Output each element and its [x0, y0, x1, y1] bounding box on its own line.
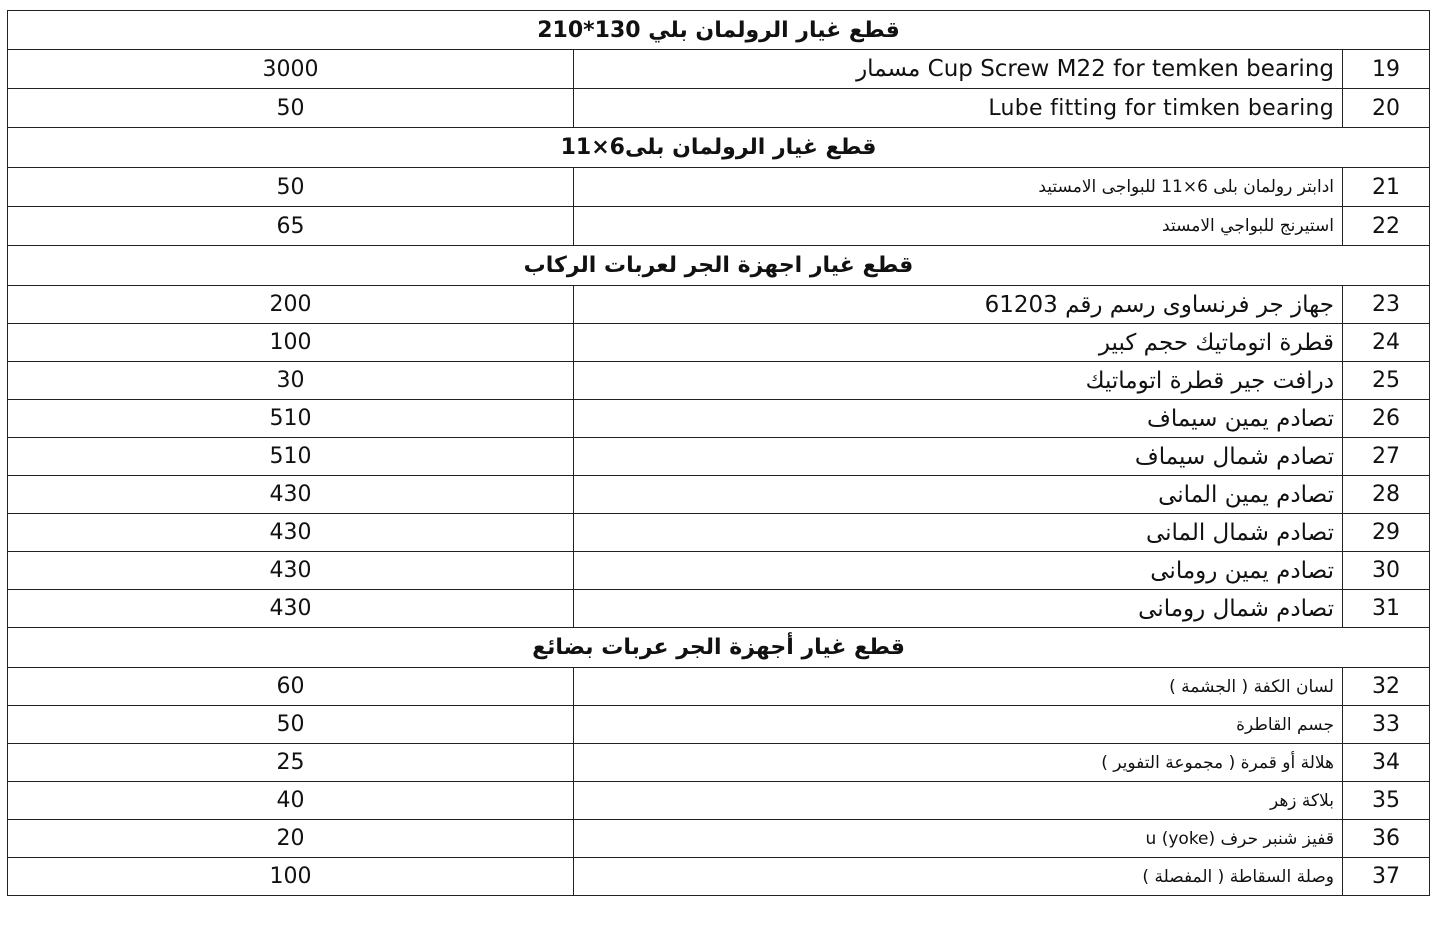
item-number-cell: 28 — [1343, 476, 1430, 514]
quantity-cell: 510 — [8, 400, 574, 438]
description-cell: استيرنج للبواجي الامستد — [574, 207, 1343, 246]
section-title: قطع غيار الرولمان بلي 130*210 — [8, 11, 1430, 50]
quantity-cell: 30 — [8, 362, 574, 400]
description-cell: وصلة السقاطة ( المفصلة ) — [574, 858, 1343, 896]
description-cell: بلاكة زهر — [574, 782, 1343, 820]
description-cell: لسان الكفة ( الجشمة ) — [574, 668, 1343, 706]
description-cell: تصادم يمين المانى — [574, 476, 1343, 514]
section-title: قطع غيار اجهزة الجر لعربات الركاب — [8, 246, 1430, 286]
description-cell: هلالة أو قمرة ( مجموعة التفوير ) — [574, 744, 1343, 782]
table-row — [8, 744, 1430, 782]
table-row — [8, 820, 1430, 858]
table-row — [8, 286, 1430, 324]
item-number-cell: 24 — [1343, 324, 1430, 362]
item-number-cell: 26 — [1343, 400, 1430, 438]
table-row — [8, 168, 1430, 207]
table-row — [8, 514, 1430, 552]
parts-table — [7, 10, 1430, 896]
item-number-cell: 27 — [1343, 438, 1430, 476]
table-row — [8, 476, 1430, 514]
quantity-cell: 430 — [8, 514, 574, 552]
description-cell: تصادم يمين رومانى — [574, 552, 1343, 590]
quantity-cell: 65 — [8, 207, 574, 246]
quantity-cell: 40 — [8, 782, 574, 820]
item-number-cell: 36 — [1343, 820, 1430, 858]
quantity-cell: 60 — [8, 668, 574, 706]
item-number-cell: 35 — [1343, 782, 1430, 820]
table-row — [8, 552, 1430, 590]
quantity-cell: 200 — [8, 286, 574, 324]
description-cell: تصادم شمال رومانى — [574, 590, 1343, 628]
table-row — [8, 438, 1430, 476]
table-row — [8, 706, 1430, 744]
item-number-cell: 30 — [1343, 552, 1430, 590]
item-number-cell: 20 — [1343, 89, 1430, 128]
description-cell: جسم القاطرة — [574, 706, 1343, 744]
quantity-cell: 430 — [8, 552, 574, 590]
quantity-cell: 50 — [8, 89, 574, 128]
quantity-cell: 3000 — [8, 50, 574, 89]
description-cell: قطرة اتوماتيك حجم كبير — [574, 324, 1343, 362]
item-number-cell: 23 — [1343, 286, 1430, 324]
description-cell: Lube fitting for timken bearing — [574, 89, 1343, 128]
parts-table-sheet — [7, 10, 1429, 896]
item-number-cell: 25 — [1343, 362, 1430, 400]
quantity-cell: 430 — [8, 590, 574, 628]
item-number-cell: 31 — [1343, 590, 1430, 628]
description-cell: تصادم شمال المانى — [574, 514, 1343, 552]
item-number-cell: 33 — [1343, 706, 1430, 744]
table-row — [8, 362, 1430, 400]
section-header-row — [8, 11, 1430, 50]
item-number-cell: 22 — [1343, 207, 1430, 246]
table-row — [8, 782, 1430, 820]
description-cell: درافت جير قطرة اتوماتيك — [574, 362, 1343, 400]
quantity-cell: 20 — [8, 820, 574, 858]
table-row — [8, 668, 1430, 706]
quantity-cell: 50 — [8, 168, 574, 207]
item-number-cell: 21 — [1343, 168, 1430, 207]
quantity-cell: 510 — [8, 438, 574, 476]
description-cell: تصادم يمين سيماف — [574, 400, 1343, 438]
table-row — [8, 324, 1430, 362]
table-row — [8, 590, 1430, 628]
item-number-cell: 29 — [1343, 514, 1430, 552]
description-cell: ادابتر رولمان بلى 6×11 للبواجى الامستيد — [574, 168, 1343, 207]
table-row — [8, 89, 1430, 128]
description-cell: Cup Screw M22 for temken bearing مسمار — [574, 50, 1343, 89]
section-header-row — [8, 246, 1430, 286]
quantity-cell: 100 — [8, 858, 574, 896]
description-cell: تصادم شمال سيماف — [574, 438, 1343, 476]
table-row — [8, 50, 1430, 89]
section-title: قطع غيار الرولمان بلى6×11 — [8, 128, 1430, 168]
section-header-row — [8, 128, 1430, 168]
quantity-cell: 430 — [8, 476, 574, 514]
table-row — [8, 207, 1430, 246]
quantity-cell: 25 — [8, 744, 574, 782]
description-cell: قفيز شنبر حرف u (yoke) — [574, 820, 1343, 858]
table-row — [8, 858, 1430, 896]
item-number-cell: 37 — [1343, 858, 1430, 896]
description-cell: جهاز جر فرنساوى رسم رقم 61203 — [574, 286, 1343, 324]
quantity-cell: 50 — [8, 706, 574, 744]
section-header-row — [8, 628, 1430, 668]
item-number-cell: 19 — [1343, 50, 1430, 89]
item-number-cell: 32 — [1343, 668, 1430, 706]
quantity-cell: 100 — [8, 324, 574, 362]
section-title: قطع غيار أجهزة الجر عربات بضائع — [8, 628, 1430, 668]
table-row — [8, 400, 1430, 438]
item-number-cell: 34 — [1343, 744, 1430, 782]
